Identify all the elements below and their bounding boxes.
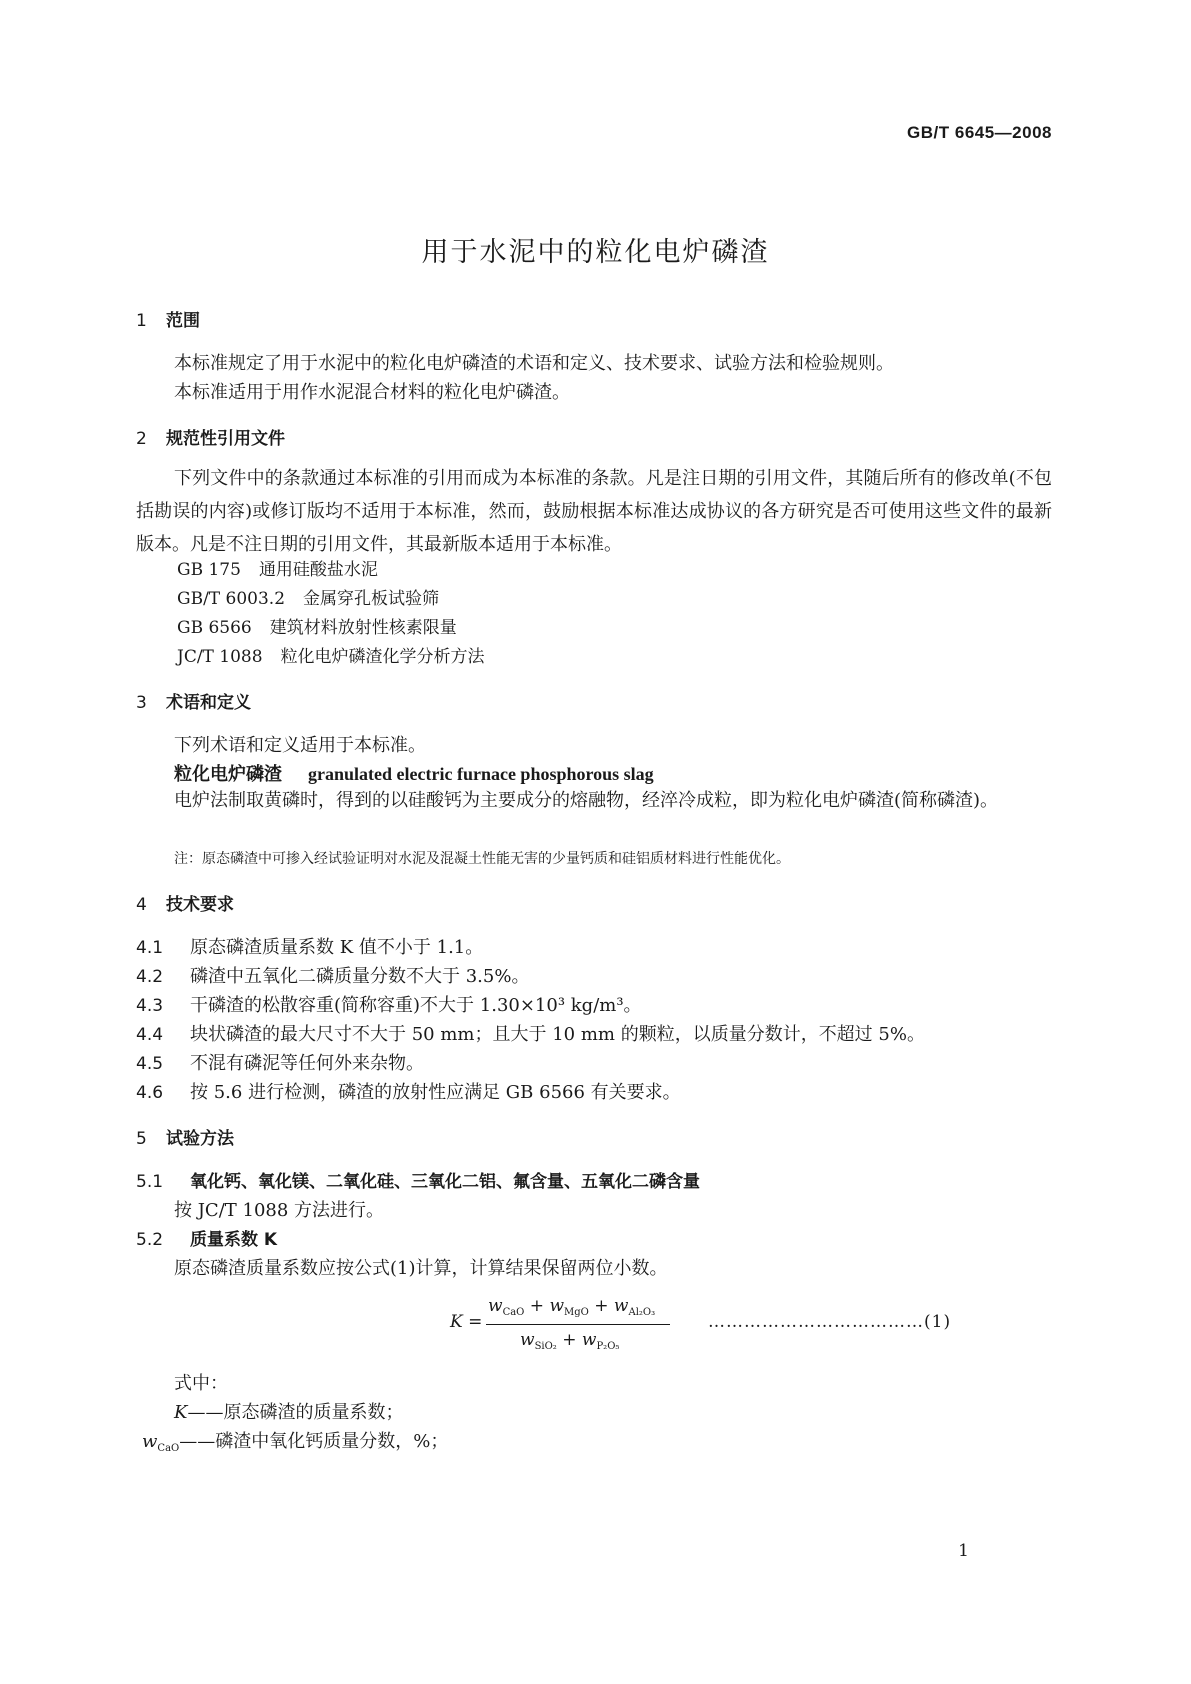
clause-5-2-text: 原态磷渣质量系数应按公式(1)计算，计算结果保留两位小数。	[174, 1258, 668, 1279]
clause-4-5: 4.5 不混有磷泥等任何外来杂物。	[136, 1053, 424, 1074]
formula-lhs: K =	[450, 1312, 483, 1332]
formula-number: ………………………………(1)	[708, 1312, 952, 1332]
term-definition: 电炉法制取黄磷时，得到的以硅酸钙为主要成分的熔融物，经淬冷成粒，即为粒化电炉磷渣(简称磷渣)。	[174, 790, 999, 811]
note: 注：原态磷渣中可掺入经试验证明对水泥及混凝土性能无害的少量钙质和硅铝质材料进行性能优化。	[174, 851, 790, 867]
clause-4-1: 4.1 原态磷渣质量系数 K 值不小于 1.1。	[136, 937, 484, 958]
clause-4-4: 4.4 块状磷渣的最大尺寸不大于 50 mm；且大于 10 mm 的颗粒，以质量分数计，不超过 5%。	[136, 1024, 925, 1045]
reference-item: JC/T 1088 粒化电炉磷渣化学分析方法	[177, 647, 485, 667]
section-3-heading: 3 术语和定义	[136, 693, 251, 713]
clause-4-3: 4.3 干磷渣的松散容重(简称容重)不大于 1.30×10³ kg/m³。	[136, 995, 642, 1016]
reference-item: GB 6566 建筑材料放射性核素限量	[177, 618, 457, 638]
fraction-bar	[486, 1324, 670, 1325]
section-4-heading: 4 技术要求	[136, 895, 234, 915]
term-english: granulated electric furnace phosphorous slag	[308, 764, 654, 784]
formula-1	[450, 1296, 1010, 1356]
formula-denominator: $w_{SiO_2} + w_{P_2O_5}$	[520, 1330, 620, 1352]
section-1-paragraph-2: 本标准适用于用作水泥混合材料的粒化电炉磷渣。	[174, 382, 570, 403]
term-chinese: 粒化电炉磷渣	[174, 764, 282, 785]
definition-cao: $w_{CaO}——$磷渣中氧化钙质量分数，%；	[142, 1431, 449, 1454]
clause-5-1-text: 按 JC/T 1088 方法进行。	[174, 1200, 385, 1221]
section-1-paragraph-1: 本标准规定了用于水泥中的粒化电炉磷渣的术语和定义、技术要求、试验方法和检验规则。	[174, 353, 894, 374]
reference-item: GB 175 通用硅酸盐水泥	[177, 560, 378, 580]
formula-numerator: $w_{CaO} + w_{MgO} + w_{Al_2O_3}$	[488, 1296, 656, 1318]
section-1-heading: 1 范围	[136, 311, 200, 331]
section-2-intro: 下列文件中的条款通过本标准的引用而成为本标准的条款。凡是注日期的引用文件，其随后所有的修改单(不包括勘误的内容)或修订版均不适用于本标准，然而，鼓励根据本标准达成协议的各方研究是否可使用这些文件的最新版本。凡是不注日期的引用文件，其最新版本适用于本标准。	[136, 468, 1052, 555]
reference-item: GB/T 6003.2 金属穿孔板试验筛	[177, 589, 440, 609]
where-label: 式中：	[174, 1373, 228, 1394]
clause-4-6: 4.6 按 5.6 进行检测，磷渣的放射性应满足 GB 6566 有关要求。	[136, 1082, 681, 1103]
section-5-heading: 5 试验方法	[136, 1129, 234, 1149]
clause-5-1-heading: 5.1 氧化钙、氧化镁、二氧化硅、三氧化二铝、氟含量、五氧化二磷含量	[136, 1172, 700, 1192]
clause-4-2: 4.2 磷渣中五氧化二磷质量分数不大于 3.5%。	[136, 966, 530, 987]
section-3-intro: 下列术语和定义适用于本标准。	[174, 735, 426, 756]
document-title: 用于水泥中的粒化电炉磷渣	[421, 237, 770, 268]
section-2-heading: 2 规范性引用文件	[136, 429, 285, 449]
term-entry	[174, 760, 654, 786]
definition-k: K——原态磷渣的质量系数；	[174, 1402, 404, 1423]
page-number: 1	[958, 1541, 969, 1561]
clause-5-2-heading: 5.2 质量系数 K	[136, 1230, 278, 1250]
standard-number: GB/T 6645—2008	[907, 123, 1052, 142]
